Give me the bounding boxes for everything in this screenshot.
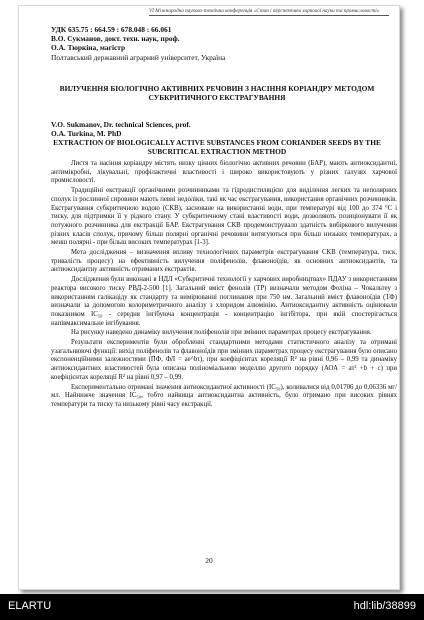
footer-bar xyxy=(0,594,424,620)
author-2-en: O.A. Turkina, M. PhD xyxy=(51,129,122,139)
document-page xyxy=(18,5,400,590)
body-text xyxy=(51,160,397,411)
author-1: В.О. Сукманов, докт. техн. наук, проф. xyxy=(51,34,180,44)
author-block-en xyxy=(51,120,397,138)
paragraph: На рисунку наведено динаміку вилучення поліфенолів при змінних параметрах процесу екстрагування. xyxy=(71,329,372,337)
title-ukrainian: ВИЛУЧЕННЯ БІОЛОГІЧНО АКТИВНИХ РЕЧОВИН З НАСІННЯ КОРІАНДРУ МЕТОДОМ СУБКРИТИЧНОГО ЕКСТРАГУВАННЯ xyxy=(59,84,375,102)
udc-code: УДК 635.75 : 664.59 : 678.048 : 66.061 xyxy=(51,25,172,34)
paragraph: Традиційні екстракції органічними розчинниками та гідродистиляцією для виділення легких та неполярних сполук із рослинної сировини мають певні недоліки, такі як час екстрагування, використання органічних розчинників. Екстрагування субкритичною водою (СКВ), засноване на використанні води, при температурі від 100 до 374 °С і тиску, для підтримки її у рідкого стану. У субкритичному стані властивості води, дозволяють позиціонувати її як потужного розчинника для екстракції БАР. Екстрагування СКВ продемонструвало здатність вибіркового вилучення різних класів сполук, причому більш полярні органічні речовини витягуються при більш низьких температурах, а менш полярні - при більш високих температурах [1-3]. xyxy=(51,187,397,247)
footer-repository-label: ELARTU xyxy=(8,600,52,612)
paragraph: Мета дослідження – визначення впливу технологічних параметрів екстрагування СКВ (температура, тиск, тривалість процесу) на ефективність вилучення поліфенолів, флавоноїдів, як основних антиоксидантів, та антиоксидантну активність отриманих екстрактів. xyxy=(51,249,397,274)
title-english: EXTRACTION OF BIOLOGICALLY ACTIVE SUBSTANCES FROM CORIANDER SEEDS BY THE SUBCRITICAL EXTRACTION METHOD xyxy=(53,138,381,156)
paragraph: Експериментально отримані значення антиоксидантної активності (IC₅₀), коливалися від 0,01706 до 0,06336 мг/мл. Найнижче значення IC₅₀, тобто найвища антиоксидантна активність, було отримано при високих рівнях температури та тиску та низькому рівні часу екстракції. xyxy=(51,383,397,408)
paragraph: Листя та насіння коріандру містять низку цінних біологічно активних речовин (БАР), мають антиоксидантні, антимікробні, лікувальні, профілактичні властивості і широко використовують у різних галузях харчової промисловості. xyxy=(51,160,397,185)
affiliation: Полтавський державний аграрний університет, Україна xyxy=(51,52,226,62)
author-1-en: V.O. Sukmanov, Dr. technical Sciences, prof. xyxy=(51,120,191,129)
paragraph: Результати експериментів були обробленні стандартними методами статистичного аналізу та отримані узагальнюючі функції: вихід поліфенолів та флавоноїдів при змінних параметрах процесу екстрагування було описано експоненційними залежностями (ПФ, ФЛ = ae^bτ), при коефіцієнтах кореляції R² на рівні 0,96 – 0,99 та динаміку антиоксидантних властивостей була описана поліноміальною моделлю другого порядку (АОА = aτ² +b + c) при коефіцієнтах кореляції R² на рівні 0,97 – 0,99. xyxy=(51,339,397,381)
page-number: 20 xyxy=(205,556,213,565)
author-2: О.А. Тюркіна, магістр xyxy=(51,43,126,53)
author-block xyxy=(51,25,397,62)
footer-handle-label: hdl:lib/38899 xyxy=(353,600,416,612)
paragraph: Дослідження були виконані в НДЛ «Субкритичні технології у харчових виробництвах» ПДАУ з використанням реактора високого тиску РВД-2-500 [1]. Загальний вміст фенолів (ТР) визначали методом Фоліна – Чокальтеу з використанням галікаціду як стандарту та вимірюванні поглинання при 750 нм. Загальний вміст флавоноїдів (ТФ) визначали за допомогою колориметричного аналізу з хлоридом алюмінію. Антиоксидантну активність оцінювали показником IC₅₀ - середня інгібуюча концентрація - концентрацію інгібітора, при якій спостерігається напівмаксимальне інгібування. xyxy=(51,276,397,327)
running-header: VI Міжнародна науково-технічна конференція «Стан і перспективи харчової науки та промисловості» xyxy=(149,8,389,16)
